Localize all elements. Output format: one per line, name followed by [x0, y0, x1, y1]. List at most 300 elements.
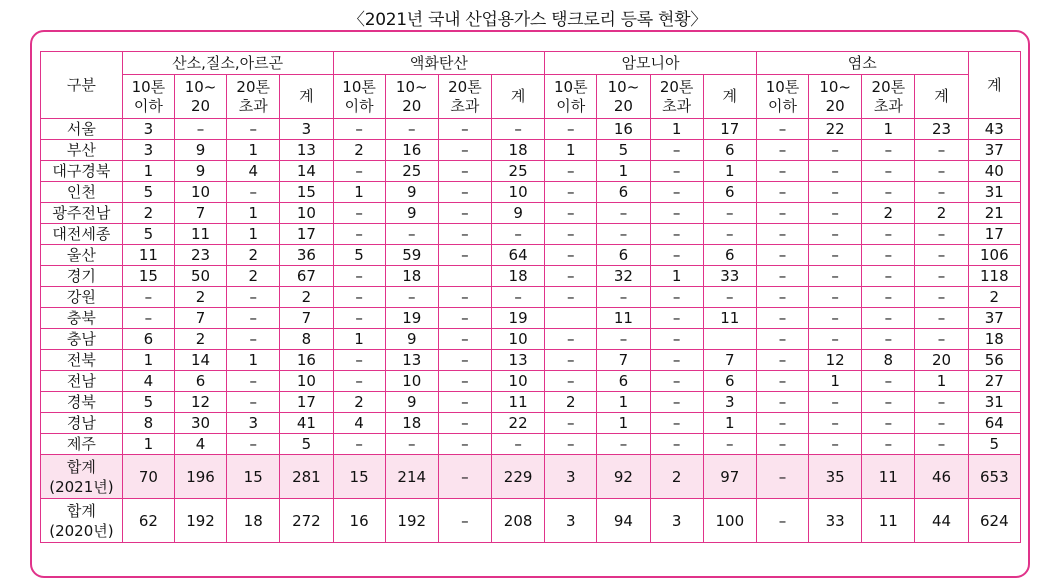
cell-value: 2: [227, 245, 280, 266]
cell-value: [703, 329, 756, 350]
cell-value: 2: [968, 287, 1020, 308]
cell-value: 6: [597, 245, 650, 266]
row-label: 충남: [41, 329, 123, 350]
cell-value: 653: [968, 455, 1020, 499]
cell-value: 2: [227, 266, 280, 287]
cell-value: 13: [492, 350, 545, 371]
cell-value: 17: [280, 392, 333, 413]
cell-value: –: [545, 203, 597, 224]
cell-value: –: [862, 413, 915, 434]
cell-value: 11: [122, 245, 174, 266]
cell-value: –: [756, 392, 808, 413]
row-label: 인천: [41, 182, 123, 203]
cell-value: 37: [968, 308, 1020, 329]
cell-value: –: [915, 224, 968, 245]
cell-value: 16: [597, 119, 650, 140]
cell-value: –: [545, 371, 597, 392]
sub-header-10-20t: 10~ 20: [597, 75, 650, 119]
table-row: [41, 224, 1021, 245]
cell-value: –: [333, 371, 385, 392]
cell-value: 10: [174, 182, 226, 203]
cell-value: –: [862, 434, 915, 455]
cell-value: 17: [703, 119, 756, 140]
cell-value: 15: [333, 455, 385, 499]
cell-value: –: [756, 329, 808, 350]
cell-value: –: [227, 119, 280, 140]
cell-value: 1: [333, 182, 385, 203]
sub-header-10-20t: 10~ 20: [174, 75, 226, 119]
cell-value: –: [438, 203, 491, 224]
cell-value: –: [915, 245, 968, 266]
cell-value: 624: [968, 499, 1020, 543]
cell-value: –: [756, 182, 808, 203]
cell-value: 1: [227, 140, 280, 161]
cell-value: 33: [703, 266, 756, 287]
cell-value: –: [756, 287, 808, 308]
cell-value: –: [862, 140, 915, 161]
cell-value: 2: [333, 140, 385, 161]
table-row: [41, 392, 1021, 413]
cell-value: –: [809, 434, 862, 455]
cell-value: –: [650, 350, 703, 371]
cell-value: 36: [280, 245, 333, 266]
cell-value: –: [650, 413, 703, 434]
cell-value: –: [545, 161, 597, 182]
cell-value: 32: [597, 266, 650, 287]
row-label: 대구경북: [41, 161, 123, 182]
cell-value: 44: [915, 499, 968, 543]
cell-value: [438, 266, 491, 287]
row-label: 충북: [41, 308, 123, 329]
cell-value: –: [597, 287, 650, 308]
cell-value: 9: [492, 203, 545, 224]
sub-header-over-20t: 20톤 초과: [862, 75, 915, 119]
row-label: 경기: [41, 266, 123, 287]
cell-value: –: [545, 245, 597, 266]
cell-value: –: [756, 266, 808, 287]
cell-value: –: [545, 287, 597, 308]
cell-value: –: [438, 371, 491, 392]
cell-value: –: [915, 434, 968, 455]
cell-value: 94: [597, 499, 650, 543]
sub-header-under-10t: 10톤 이하: [756, 75, 808, 119]
cell-value: 1: [650, 119, 703, 140]
cell-value: 1: [703, 161, 756, 182]
cell-value: 5: [280, 434, 333, 455]
cell-value: 5: [333, 245, 385, 266]
cell-value: 1: [597, 392, 650, 413]
cell-value: –: [492, 287, 545, 308]
cell-value: –: [438, 224, 491, 245]
cell-value: –: [650, 245, 703, 266]
cell-value: –: [809, 413, 862, 434]
cell-value: 1: [597, 161, 650, 182]
cell-value: 50: [174, 266, 226, 287]
cell-value: 6: [174, 371, 226, 392]
cell-value: 13: [385, 350, 438, 371]
row-label: 경남: [41, 413, 123, 434]
cell-value: 6: [703, 371, 756, 392]
cell-value: –: [915, 329, 968, 350]
cell-value: 64: [492, 245, 545, 266]
cell-value: –: [385, 434, 438, 455]
cell-value: –: [650, 203, 703, 224]
cell-value: 19: [385, 308, 438, 329]
cell-value: 15: [280, 182, 333, 203]
total-row: [41, 499, 1021, 543]
cell-value: –: [385, 119, 438, 140]
cell-value: –: [333, 119, 385, 140]
cell-value: –: [492, 434, 545, 455]
cell-value: 281: [280, 455, 333, 499]
cell-value: –: [333, 434, 385, 455]
cell-value: –: [862, 287, 915, 308]
cell-value: –: [915, 182, 968, 203]
cell-value: 192: [174, 499, 226, 543]
cell-value: –: [809, 203, 862, 224]
cell-value: –: [756, 434, 808, 455]
cell-value: 3: [703, 392, 756, 413]
cell-value: 9: [385, 329, 438, 350]
cell-value: 10: [492, 182, 545, 203]
cell-value: –: [227, 434, 280, 455]
cell-value: 10: [492, 329, 545, 350]
cell-value: 70: [122, 455, 174, 499]
cell-value: 9: [385, 203, 438, 224]
sub-header-over-20t: 20톤 초과: [438, 75, 491, 119]
cell-value: 27: [968, 371, 1020, 392]
cell-value: –: [597, 224, 650, 245]
cell-value: 196: [174, 455, 226, 499]
cell-value: 64: [968, 413, 1020, 434]
table-row: [41, 413, 1021, 434]
cell-value: 43: [968, 119, 1020, 140]
cell-value: 15: [227, 455, 280, 499]
cell-value: –: [650, 329, 703, 350]
cell-value: 4: [333, 413, 385, 434]
cell-value: –: [650, 371, 703, 392]
cell-value: –: [915, 140, 968, 161]
cell-value: –: [915, 308, 968, 329]
cell-value: 1: [227, 350, 280, 371]
cell-value: 2: [333, 392, 385, 413]
cell-value: –: [174, 119, 226, 140]
group-header-ammonia: 암모니아: [545, 52, 757, 75]
cell-value: –: [862, 224, 915, 245]
cell-value: 97: [703, 455, 756, 499]
cell-value: –: [756, 350, 808, 371]
cell-value: 5: [597, 140, 650, 161]
sub-header-subtotal: 계: [915, 75, 968, 119]
cell-value: 18: [968, 329, 1020, 350]
cell-value: 15: [122, 266, 174, 287]
cell-value: 3: [545, 499, 597, 543]
table-row: [41, 182, 1021, 203]
cell-value: 21: [968, 203, 1020, 224]
cell-value: –: [438, 161, 491, 182]
cell-value: –: [862, 371, 915, 392]
cell-value: –: [227, 182, 280, 203]
cell-value: –: [597, 434, 650, 455]
cell-value: –: [227, 371, 280, 392]
cell-value: –: [756, 119, 808, 140]
table-row: [41, 245, 1021, 266]
cell-value: –: [915, 266, 968, 287]
table-row: [41, 308, 1021, 329]
cell-value: 7: [174, 203, 226, 224]
cell-value: 11: [862, 499, 915, 543]
cell-value: –: [438, 434, 491, 455]
cell-value: 6: [703, 182, 756, 203]
cell-value: 6: [703, 245, 756, 266]
table-row: [41, 266, 1021, 287]
cell-value: –: [756, 499, 808, 543]
cell-value: 40: [968, 161, 1020, 182]
cell-value: –: [862, 161, 915, 182]
cell-value: –: [756, 245, 808, 266]
cell-value: –: [650, 287, 703, 308]
cell-value: 11: [492, 392, 545, 413]
sub-header-over-20t: 20톤 초과: [650, 75, 703, 119]
sub-header-under-10t: 10톤 이하: [122, 75, 174, 119]
cell-value: –: [545, 329, 597, 350]
table-row: [41, 329, 1021, 350]
cell-value: 1: [703, 413, 756, 434]
cell-value: 14: [280, 161, 333, 182]
cell-value: 11: [862, 455, 915, 499]
table-row: [41, 371, 1021, 392]
cell-value: 11: [703, 308, 756, 329]
cell-value: –: [333, 203, 385, 224]
row-label: 합계 (2021년): [41, 455, 123, 499]
sub-header-under-10t: 10톤 이하: [333, 75, 385, 119]
cell-value: –: [650, 182, 703, 203]
row-label: 합계 (2020년): [41, 499, 123, 543]
cell-value: 33: [809, 499, 862, 543]
cell-value: 8: [280, 329, 333, 350]
cell-value: 31: [968, 392, 1020, 413]
cell-value: –: [915, 161, 968, 182]
cell-value: 20: [915, 350, 968, 371]
cell-value: 30: [174, 413, 226, 434]
cell-value: –: [438, 119, 491, 140]
cell-value: 1: [545, 140, 597, 161]
cell-value: 6: [597, 182, 650, 203]
cell-value: –: [862, 266, 915, 287]
cell-value: –: [862, 308, 915, 329]
cell-value: –: [438, 329, 491, 350]
cell-value: –: [438, 287, 491, 308]
cell-value: –: [333, 350, 385, 371]
sub-header-under-10t: 10톤 이하: [545, 75, 597, 119]
table-row: [41, 287, 1021, 308]
cell-value: 229: [492, 455, 545, 499]
cell-value: –: [492, 224, 545, 245]
cell-value: 4: [174, 434, 226, 455]
cell-value: 19: [492, 308, 545, 329]
cell-value: –: [756, 371, 808, 392]
cell-value: –: [227, 329, 280, 350]
cell-value: 2: [174, 329, 226, 350]
row-label: 대전세종: [41, 224, 123, 245]
cell-value: 17: [280, 224, 333, 245]
cell-value: 10: [385, 371, 438, 392]
cell-value: –: [333, 287, 385, 308]
cell-value: 7: [703, 350, 756, 371]
cell-value: –: [756, 140, 808, 161]
cell-value: –: [545, 413, 597, 434]
cell-value: 22: [492, 413, 545, 434]
cell-value: –: [122, 287, 174, 308]
cell-value: 10: [280, 371, 333, 392]
row-label: 서울: [41, 119, 123, 140]
row-label: 경북: [41, 392, 123, 413]
cell-value: 62: [122, 499, 174, 543]
sub-header-over-20t: 20톤 초과: [227, 75, 280, 119]
region-header: 구분: [41, 52, 123, 119]
cell-value: –: [756, 455, 808, 499]
cell-value: –: [438, 350, 491, 371]
cell-value: 92: [597, 455, 650, 499]
cell-value: –: [438, 413, 491, 434]
cell-value: –: [545, 434, 597, 455]
cell-value: 1: [227, 203, 280, 224]
row-label: 제주: [41, 434, 123, 455]
cell-value: 12: [174, 392, 226, 413]
cell-value: –: [597, 203, 650, 224]
cell-value: 3: [122, 140, 174, 161]
cell-value: –: [385, 287, 438, 308]
cell-value: –: [385, 224, 438, 245]
cell-value: 11: [597, 308, 650, 329]
cell-value: 2: [545, 392, 597, 413]
cell-value: 18: [227, 499, 280, 543]
cell-value: 31: [968, 182, 1020, 203]
cell-value: 6: [597, 371, 650, 392]
cell-value: 4: [227, 161, 280, 182]
cell-value: –: [862, 182, 915, 203]
cell-value: –: [756, 161, 808, 182]
cell-value: 1: [333, 329, 385, 350]
table-row: [41, 434, 1021, 455]
cell-value: 2: [122, 203, 174, 224]
row-label: 전북: [41, 350, 123, 371]
cell-value: 25: [492, 161, 545, 182]
group-header-oxygen: 산소,질소,아르곤: [122, 52, 333, 75]
cell-value: 37: [968, 140, 1020, 161]
cell-value: –: [438, 499, 491, 543]
sub-header-10-20t: 10~ 20: [385, 75, 438, 119]
cell-value: –: [438, 455, 491, 499]
row-label: 전남: [41, 371, 123, 392]
cell-value: 3: [122, 119, 174, 140]
cell-value: 106: [968, 245, 1020, 266]
cell-value: 16: [280, 350, 333, 371]
cell-value: 3: [650, 499, 703, 543]
total-header: 계: [968, 52, 1020, 119]
cell-value: 192: [385, 499, 438, 543]
cell-value: 1: [809, 371, 862, 392]
cell-value: 8: [862, 350, 915, 371]
cell-value: 1: [227, 224, 280, 245]
cell-value: –: [122, 308, 174, 329]
cell-value: 22: [809, 119, 862, 140]
cell-value: 214: [385, 455, 438, 499]
total-row: [41, 455, 1021, 499]
cell-value: –: [438, 245, 491, 266]
cell-value: 23: [915, 119, 968, 140]
cell-value: –: [703, 203, 756, 224]
cell-value: 2: [280, 287, 333, 308]
cell-value: 2: [174, 287, 226, 308]
cell-value: –: [862, 392, 915, 413]
table-row: [41, 140, 1021, 161]
cell-value: –: [545, 350, 597, 371]
cell-value: 100: [703, 499, 756, 543]
row-label: 강원: [41, 287, 123, 308]
cell-value: 9: [174, 140, 226, 161]
sub-header-subtotal: 계: [703, 75, 756, 119]
cell-value: 9: [174, 161, 226, 182]
cell-value: –: [545, 182, 597, 203]
cell-value: –: [227, 308, 280, 329]
cell-value: 18: [385, 266, 438, 287]
group-header-co2: 액화탄산: [333, 52, 545, 75]
cell-value: –: [333, 224, 385, 245]
cell-value: –: [703, 434, 756, 455]
cell-value: 10: [280, 203, 333, 224]
cell-value: –: [333, 308, 385, 329]
group-header-chlorine: 염소: [756, 52, 968, 75]
cell-value: –: [809, 329, 862, 350]
cell-value: 17: [968, 224, 1020, 245]
cell-value: 1: [122, 350, 174, 371]
cell-value: –: [809, 224, 862, 245]
table-row: [41, 161, 1021, 182]
cell-value: 2: [862, 203, 915, 224]
cell-value: –: [650, 434, 703, 455]
cell-value: –: [703, 224, 756, 245]
cell-value: 6: [122, 329, 174, 350]
cell-value: –: [545, 266, 597, 287]
cell-value: 18: [492, 140, 545, 161]
cell-value: 3: [227, 413, 280, 434]
cell-value: –: [333, 161, 385, 182]
row-label: 부산: [41, 140, 123, 161]
cell-value: 35: [809, 455, 862, 499]
cell-value: 7: [174, 308, 226, 329]
registration-table: [40, 51, 1021, 543]
cell-value: –: [915, 287, 968, 308]
cell-value: 16: [385, 140, 438, 161]
cell-value: 59: [385, 245, 438, 266]
cell-value: 5: [122, 182, 174, 203]
cell-value: 14: [174, 350, 226, 371]
cell-value: –: [438, 392, 491, 413]
cell-value: 2: [650, 455, 703, 499]
cell-value: 3: [280, 119, 333, 140]
cell-value: –: [650, 308, 703, 329]
cell-value: 12: [809, 350, 862, 371]
cell-value: 1: [915, 371, 968, 392]
cell-value: 7: [280, 308, 333, 329]
cell-value: –: [862, 245, 915, 266]
cell-value: –: [756, 413, 808, 434]
cell-value: 1: [597, 413, 650, 434]
cell-value: 7: [597, 350, 650, 371]
table-row: [41, 350, 1021, 371]
cell-value: 3: [545, 455, 597, 499]
